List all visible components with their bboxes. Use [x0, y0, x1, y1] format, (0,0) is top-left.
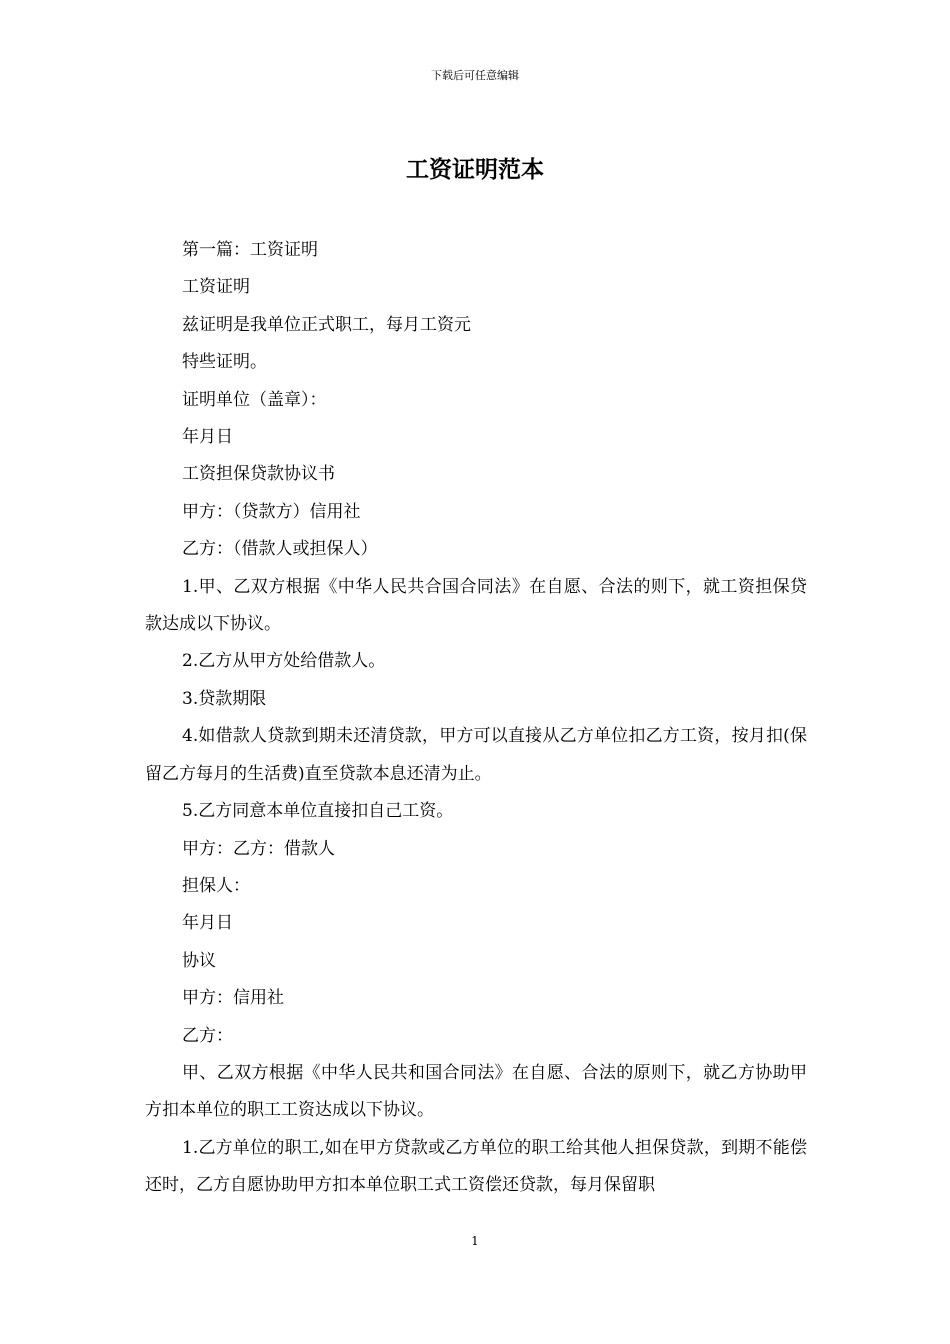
paragraph: 甲方：（贷款方）信用社 [182, 501, 361, 522]
paragraph: 甲、乙双方根据《中华人民共和国合同法》在自愿、合法的原则下，就乙方协助甲方扣本单位的职工工资达成以下协议。 [145, 1062, 807, 1121]
paragraph: 证明单位（盖章）： [182, 389, 327, 410]
paragraph: 协议 [182, 950, 216, 971]
paragraph: 3.贷款期限 [182, 688, 267, 709]
paragraph: 工资担保贷款协议书 [182, 464, 335, 485]
paragraph: 特些证明。 [182, 352, 267, 373]
page-number: 1 [471, 1234, 479, 1248]
paragraph: 工资证明 [182, 277, 250, 298]
paragraph: 甲方：乙方：借款人 [182, 838, 335, 859]
paragraph: 甲方：信用社 [182, 988, 284, 1009]
paragraph: 兹证明是我单位正式职工，每月工资元 [182, 314, 471, 335]
paragraph: 2.乙方从甲方处给借款人。 [182, 651, 386, 672]
document-body [145, 232, 807, 1205]
paragraph: 乙方：（借款人或担保人） [182, 539, 378, 560]
paragraph: 4.如借款人贷款到期未还清贷款，甲方可以直接从乙方单位扣乙方工资，按月扣(保留乙方每月的生活费)直至贷款本息还清为止。 [145, 726, 807, 784]
paragraph: 第一篇：工资证明 [182, 240, 318, 260]
page-header-note: 下载后可任意编辑 [431, 69, 519, 82]
paragraph: 年月日 [182, 913, 233, 934]
paragraph: 乙方： [182, 1025, 233, 1046]
paragraph: 5.乙方同意本单位直接扣自己工资。 [182, 801, 454, 822]
paragraph: 担保人： [182, 875, 250, 896]
paragraph: 1.甲、乙双方根据《中华人民共合国合同法》在自愿、合法的则下，就工资担保贷款达成以下协议。 [145, 576, 807, 635]
paragraph: 年月日 [182, 427, 233, 448]
document-title: 工资证明范本 [406, 157, 544, 183]
paragraph: 1.乙方单位的职工,如在甲方贷款或乙方单位的职工给其他人担保贷款，到期不能偿还时，乙方自愿协助甲方扣本单位职工式工资偿还贷款，每月保留职 [145, 1137, 807, 1196]
